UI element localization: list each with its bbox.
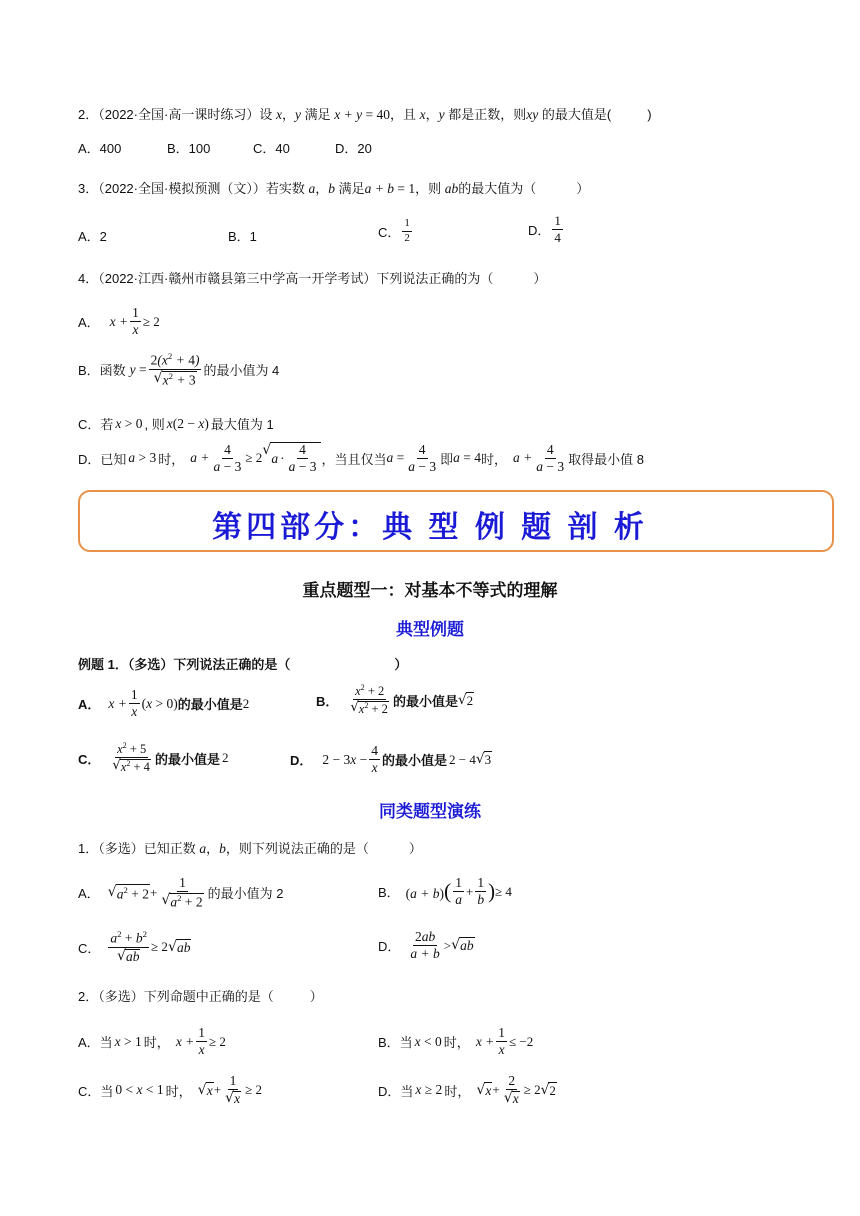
option-d: D．已知 a > 3 时， a + $\frac{4}{a - 3}$ ≥ 2 √ a · $\frac{4}{a - 3}$ ，当且仅当 a = $\frac{4}{a - 3}$ 即 a = 4 时， a + $\frac{4}{a - 3}$ 取得最小值 8	[78, 441, 644, 475]
section-title: 重点题型一：对基本不等式的理解	[302, 581, 558, 600]
question-2: 2．（2022·全国·高一课时练习）设 x，y 满足 x + y = 40，且 x，y 都是正数，则xy 的最大值是( )	[78, 107, 652, 122]
practice-2: 2．（多选）下列命题中正确的是（ ）	[78, 989, 323, 1004]
question-3: 3．（2022·全国·模拟预测（文））若实数 a，b 满足a + b = 1，则 ab的最大值为（ ）	[78, 181, 590, 196]
question-number: 2．	[78, 107, 99, 122]
option-a: A．400	[78, 141, 122, 156]
option-b: B．当 x < 0 时， x + $\frac{1}{x}$ ≤ −2	[378, 1025, 534, 1058]
question-4: 4．（2022·江西·赣州市赣县第三中学高一开学考试）下列说法正确的为（ ）	[78, 271, 547, 286]
practice-1: 1．（多选）已知正数 a，b，则下列说法正确的是（ ）	[78, 841, 422, 856]
option-b: B． (a + b)( $\frac{1}{a}$ + $\frac{1}{b}$ ) ≥ 4	[378, 875, 512, 908]
option-d: D． $\frac{2ab}{a + b}$ > √ ab	[378, 929, 474, 962]
option-d: D．当 x ≥ 2 时， √ x + 2 √ x ≥ 2 √ 2	[378, 1073, 556, 1107]
example-heading: 典型例题	[396, 620, 464, 639]
option-b: B．函数 y = $2(x^2 + 4)$ √ $x^2 + 3$ 的最小值为 4	[78, 351, 280, 388]
option-a: A．当 x > 1 时， x + $\frac{1}{x}$ ≥ 2	[78, 1025, 226, 1058]
option-d: D． $\frac{1}{4}$	[528, 213, 561, 245]
question-source: （2022·全国·高一课时练习）设	[98, 107, 273, 122]
option-a: A．2	[78, 229, 107, 244]
option-c: C．40	[253, 141, 290, 156]
option-c: C． $a^2 + b^2$ √ ab ≥ 2 √ ab	[78, 929, 191, 964]
formula: x + y = 40	[334, 107, 390, 122]
option-b: B． $x^2 + 2$ √ $x^2 + 2$ 的最小值是 √ 2	[316, 683, 474, 717]
practice-heading: 同类题型演练	[379, 802, 481, 821]
option-c: C． $x^2 + 5$ √ $x^2 + 4$ 的最小值是 2	[78, 741, 229, 775]
option-c: C． $\frac{1}{2}$	[378, 217, 410, 244]
option-d: D． 2 − 3x − $\frac{4}{x}$ 的最小值是 2 − 4 √ 3	[290, 743, 492, 776]
option-a: A． x + $\frac{1}{x}$ (x > 0) 的最小值是 2	[78, 687, 250, 720]
example-1: 例题 1．（多选）下列说法正确的是（ ）	[78, 657, 408, 672]
option-a: A． x + $\frac{1}{x}$ ≥ 2	[78, 305, 160, 338]
option-b: B．100	[167, 141, 211, 156]
option-c: C．若 x > 0 , 则 x(2 − x) 最大值为 1	[78, 415, 274, 432]
section-banner-title: 第四部分：典 型 例 题 剖 析	[212, 511, 648, 544]
option-a: A． √ $a^2 + 2$ + 1 √ $a^2 + 2$ 的最小值为 2	[78, 875, 284, 910]
option-b: B．1	[228, 229, 257, 244]
option-c: C．当 0 < x < 1 时， √ x + 1 √ x ≥ 2	[78, 1073, 262, 1107]
option-d: D．20	[335, 141, 372, 156]
